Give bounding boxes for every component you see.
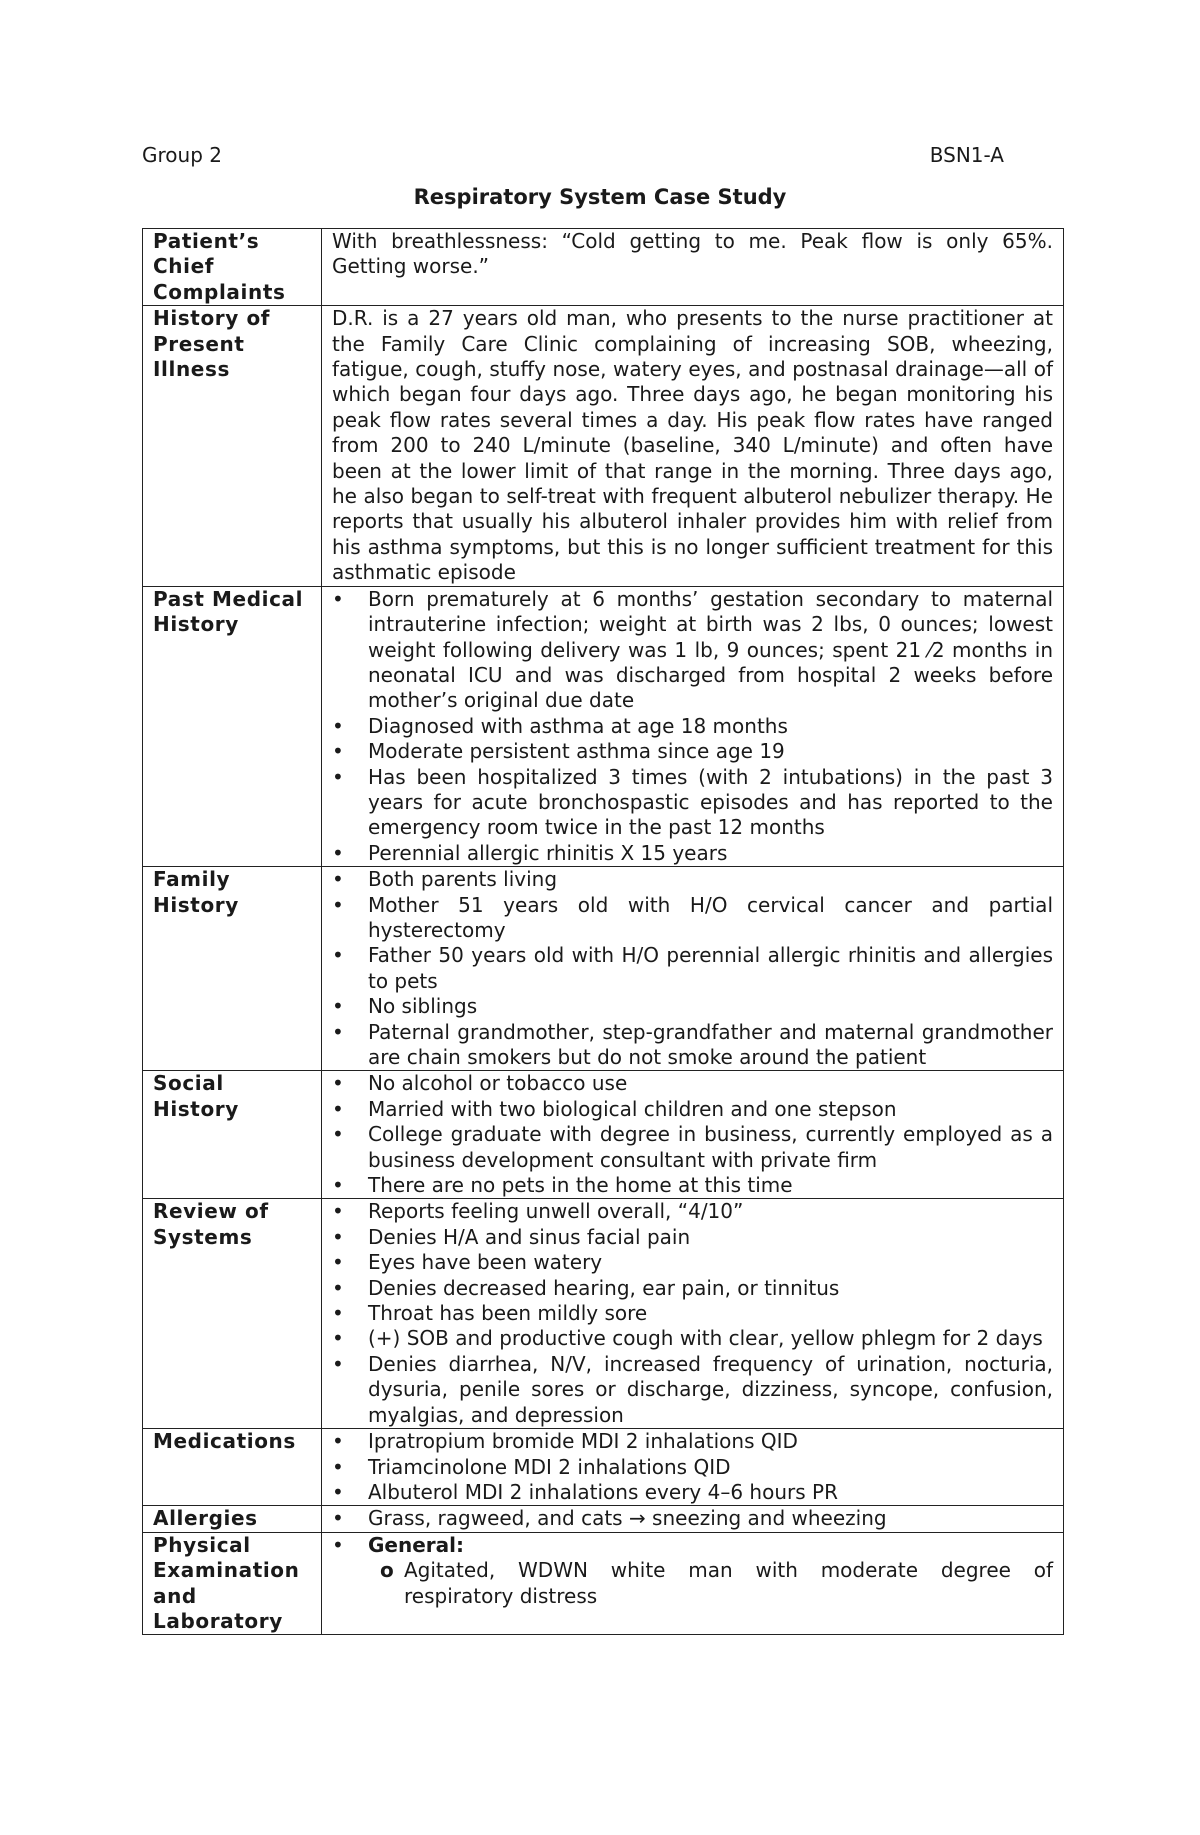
sub-list-item: o Agitated, WDWN white man with moderate degree of respiratory distress [368, 1558, 1053, 1609]
row-allergies [143, 1506, 1064, 1532]
row-chief-complaints [143, 229, 1064, 306]
row-content [322, 1506, 1064, 1532]
list-item: • Reports feeling unwell overall, “4/10” [332, 1199, 1053, 1224]
list-item: • There are no pets in the home at this time [332, 1173, 1053, 1198]
bullet-list [332, 1199, 1053, 1428]
row-physical-examination [143, 1532, 1064, 1635]
bullet-list [332, 1506, 1053, 1531]
row-content [322, 1429, 1064, 1506]
list-item: • Eyes have been watery [332, 1250, 1053, 1275]
list-item: • (+) SOB and productive cough with clear, yellow phlegm for 2 days [332, 1326, 1053, 1351]
row-label: Allergies [143, 1506, 322, 1532]
list-item: • Grass, ragweed, and cats → sneezing and wheezing [332, 1506, 1053, 1531]
list-item: • Both parents living [332, 867, 1053, 892]
row-label: History of Present Illness [143, 306, 322, 586]
list-item: • Perennial allergic rhinitis X 15 years [332, 841, 1053, 866]
row-content [322, 1199, 1064, 1429]
row-label: Family History [143, 867, 322, 1071]
list-item: • College graduate with degree in business, currently employed as a business development consultant with private firm [332, 1122, 1053, 1173]
row-family-history [143, 867, 1064, 1071]
row-label: Patient’s Chief Complaints [143, 229, 322, 306]
row-label: Medications [143, 1429, 322, 1506]
group-label: Group 2 [142, 143, 222, 167]
row-content [322, 586, 1064, 866]
bullet-list [332, 1533, 1053, 1609]
row-history-present-illness [143, 306, 1064, 586]
document-header [142, 143, 1004, 167]
list-item: • Ipratropium bromide MDI 2 inhalations QID [332, 1429, 1053, 1454]
row-content [322, 229, 1064, 306]
list-item: • No alcohol or tobacco use [332, 1071, 1053, 1096]
list-item: • Married with two biological children and one stepson [332, 1097, 1053, 1122]
row-content [322, 1532, 1064, 1635]
sub-bullet-list [368, 1558, 1053, 1609]
list-item [332, 1533, 1053, 1609]
list-item: • Denies diarrhea, N/V, increased frequency of urination, nocturia, dysuria, penile sores or discharge, dizziness, syncope, confusion, myalgias, and depression [332, 1352, 1053, 1428]
row-content [322, 306, 1064, 586]
bullet-list [332, 587, 1053, 866]
list-item: • Denies H/A and sinus facial pain [332, 1225, 1053, 1250]
hpi-text: D.R. is a 27 years old man, who presents to the nurse practitioner at the Family Care Clinic complaining of increasing SOB, wheezing, fatigue, cough, stuffy nose, watery eyes, and postnasal drainage—all of which began four days ago. Three days ago, he began monitoring his peak flow rates several times a day. His peak flow rates have ranged from 200 to 240 L/minute (baseline, 340 L/minute) and often have been at the lower limit of that range in the morning. Three days ago, he also began to self-treat with frequent albuterol nebulizer therapy. He reports that usually his albuterol inhaler provides him with relief from his asthma symptoms, but this is no longer sufficient treatment for this asthmatic episode [332, 306, 1053, 585]
row-social-history [143, 1071, 1064, 1199]
row-label: Past Medical History [143, 586, 322, 866]
row-label: Physical Examination and Laboratory [143, 1532, 322, 1635]
list-item: • Throat has been mildly sore [332, 1301, 1053, 1326]
bullet-list [332, 1071, 1053, 1198]
case-study-table [142, 228, 1064, 1635]
list-item: • Born prematurely at 6 months’ gestation secondary to maternal intrauterine infection; weight at birth was 2 lbs, 0 ounces; lowest weight following delivery was 1 lb, 9 ounces; spent 21 ⁄2 months in neonatal ICU and was discharged from hospital 2 weeks before mother’s original due date [332, 587, 1053, 714]
list-item: • Diagnosed with asthma at age 18 months [332, 714, 1053, 739]
general-heading: General: [368, 1532, 464, 1557]
bullet-list [332, 867, 1053, 1070]
list-item: • Denies decreased hearing, ear pain, or tinnitus [332, 1276, 1053, 1301]
row-label: Review of Systems [143, 1199, 322, 1429]
row-medications [143, 1429, 1064, 1506]
list-item: • Albuterol MDI 2 inhalations every 4–6 hours PR [332, 1480, 1053, 1505]
row-content [322, 1071, 1064, 1199]
row-past-medical-history [143, 586, 1064, 866]
list-item: • Mother 51 years old with H/O cervical cancer and partial hysterectomy [332, 893, 1053, 944]
bullet-list [332, 1429, 1053, 1505]
list-item: • Moderate persistent asthma since age 19 [332, 739, 1053, 764]
list-item: • Paternal grandmother, step-grandfather and maternal grandmother are chain smokers but do not smoke around the patient [332, 1020, 1053, 1071]
row-label: Social History [143, 1071, 322, 1199]
row-content [322, 867, 1064, 1071]
list-item: • No siblings [332, 994, 1053, 1019]
list-item: • Has been hospitalized 3 times (with 2 intubations) in the past 3 years for acute bronchospastic episodes and has reported to the emergency room twice in the past 12 months [332, 765, 1053, 841]
section-label: BSN1-A [929, 143, 1004, 167]
list-item: • Triamcinolone MDI 2 inhalations QID [332, 1455, 1053, 1480]
chief-complaint-text: With breathlessness: “Cold getting to me. Peak flow is only 65%. Getting worse.” [332, 229, 1053, 279]
list-item: • Father 50 years old with H/O perennial allergic rhinitis and allergies to pets [332, 943, 1053, 994]
row-review-of-systems [143, 1199, 1064, 1429]
document-title: Respiratory System Case Study [413, 185, 787, 209]
